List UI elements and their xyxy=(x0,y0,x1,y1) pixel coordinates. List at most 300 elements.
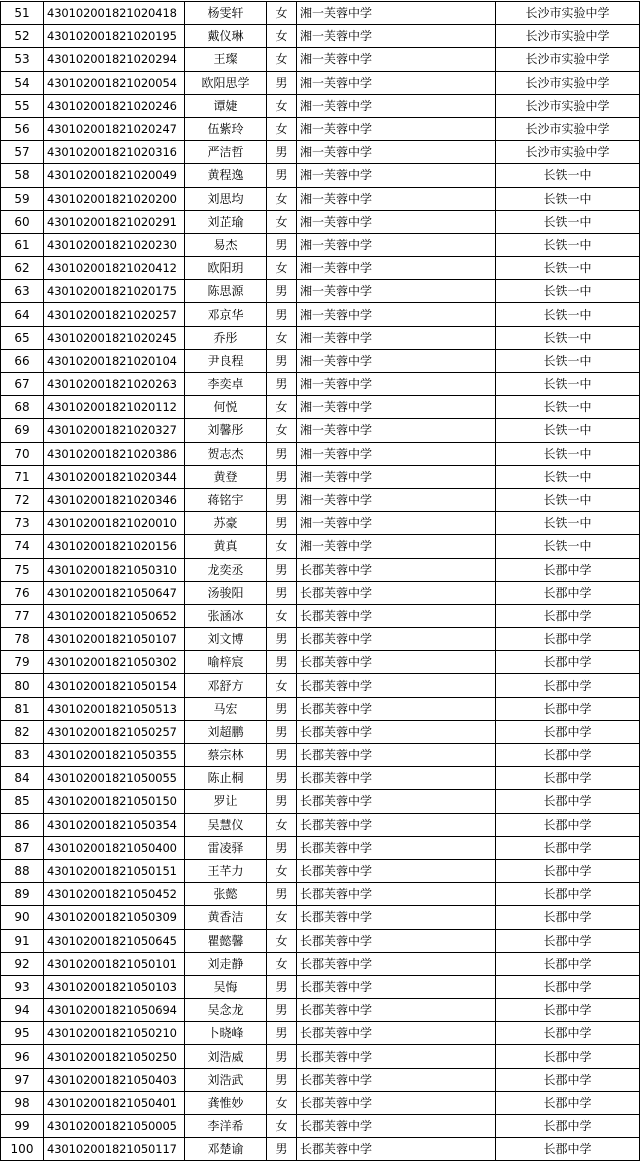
student-name: 吴悔 xyxy=(185,975,267,998)
student-name: 瞿懿馨 xyxy=(185,929,267,952)
student-id: 430102001821020156 xyxy=(44,535,185,558)
student-gender: 女 xyxy=(267,604,297,627)
table-row xyxy=(1,674,640,697)
student-id: 430102001821020418 xyxy=(44,2,185,25)
origin-school: 湘一芙蓉中学 xyxy=(297,419,496,442)
origin-school: 长郡芙蓉中学 xyxy=(297,1022,496,1045)
admitted-school: 长郡中学 xyxy=(496,697,640,720)
student-id: 430102001821050055 xyxy=(44,767,185,790)
student-id: 430102001821020175 xyxy=(44,280,185,303)
table-row xyxy=(1,720,640,743)
admitted-school: 长铁一中 xyxy=(496,280,640,303)
student-id: 430102001821020054 xyxy=(44,71,185,94)
student-id: 430102001821050151 xyxy=(44,859,185,882)
admitted-school: 长郡中学 xyxy=(496,651,640,674)
origin-school: 湘一芙蓉中学 xyxy=(297,164,496,187)
student-id: 430102001821020263 xyxy=(44,373,185,396)
row-number: 96 xyxy=(1,1045,44,1068)
row-number: 80 xyxy=(1,674,44,697)
row-number: 87 xyxy=(1,836,44,859)
table-row xyxy=(1,465,640,488)
table-row xyxy=(1,790,640,813)
student-name: 雷凌驿 xyxy=(185,836,267,859)
table-row xyxy=(1,975,640,998)
student-id: 430102001821020316 xyxy=(44,141,185,164)
row-number: 62 xyxy=(1,257,44,280)
student-admission-table xyxy=(0,1,640,1161)
student-name: 黄程逸 xyxy=(185,164,267,187)
table-row xyxy=(1,558,640,581)
admitted-school: 长郡中学 xyxy=(496,581,640,604)
student-gender: 男 xyxy=(267,836,297,859)
origin-school: 长郡芙蓉中学 xyxy=(297,1091,496,1114)
row-number: 92 xyxy=(1,952,44,975)
student-id: 430102001821050117 xyxy=(44,1138,185,1161)
row-number: 71 xyxy=(1,465,44,488)
admitted-school: 长郡中学 xyxy=(496,975,640,998)
student-gender: 女 xyxy=(267,535,297,558)
student-gender: 男 xyxy=(267,349,297,372)
student-gender: 女 xyxy=(267,1091,297,1114)
table-row xyxy=(1,999,640,1022)
admitted-school: 长郡中学 xyxy=(496,1045,640,1068)
origin-school: 湘一芙蓉中学 xyxy=(297,280,496,303)
row-number: 95 xyxy=(1,1022,44,1045)
table-row xyxy=(1,280,640,303)
student-name: 龙奕丞 xyxy=(185,558,267,581)
table-row xyxy=(1,535,640,558)
row-number: 76 xyxy=(1,581,44,604)
student-gender: 女 xyxy=(267,906,297,929)
student-id: 430102001821050250 xyxy=(44,1045,185,1068)
student-id: 430102001821020246 xyxy=(44,94,185,117)
row-number: 99 xyxy=(1,1115,44,1138)
origin-school: 长郡芙蓉中学 xyxy=(297,651,496,674)
student-name: 李洋希 xyxy=(185,1115,267,1138)
row-number: 100 xyxy=(1,1138,44,1161)
table-row xyxy=(1,94,640,117)
student-id: 430102001821050154 xyxy=(44,674,185,697)
student-gender: 男 xyxy=(267,233,297,256)
row-number: 90 xyxy=(1,906,44,929)
row-number: 69 xyxy=(1,419,44,442)
student-name: 刘思均 xyxy=(185,187,267,210)
admitted-school: 长郡中学 xyxy=(496,558,640,581)
table-row xyxy=(1,396,640,419)
admitted-school: 长铁一中 xyxy=(496,373,640,396)
table-row xyxy=(1,257,640,280)
student-id: 430102001821020346 xyxy=(44,488,185,511)
student-id: 430102001821020049 xyxy=(44,164,185,187)
student-id: 430102001821050101 xyxy=(44,952,185,975)
table-row xyxy=(1,628,640,651)
student-gender: 女 xyxy=(267,2,297,25)
student-gender: 男 xyxy=(267,280,297,303)
student-id: 430102001821020344 xyxy=(44,465,185,488)
row-number: 88 xyxy=(1,859,44,882)
admitted-school: 长沙市实验中学 xyxy=(496,48,640,71)
admitted-school: 长铁一中 xyxy=(496,187,640,210)
student-id: 430102001821050302 xyxy=(44,651,185,674)
admitted-school: 长郡中学 xyxy=(496,1068,640,1091)
student-name: 蔡宗林 xyxy=(185,744,267,767)
row-number: 54 xyxy=(1,71,44,94)
student-id: 430102001821020010 xyxy=(44,512,185,535)
student-gender: 男 xyxy=(267,303,297,326)
student-gender: 女 xyxy=(267,952,297,975)
student-name: 戴仪琳 xyxy=(185,25,267,48)
student-gender: 男 xyxy=(267,720,297,743)
admitted-school: 长郡中学 xyxy=(496,604,640,627)
admitted-school: 长郡中学 xyxy=(496,883,640,906)
table-row xyxy=(1,512,640,535)
row-number: 98 xyxy=(1,1091,44,1114)
origin-school: 湘一芙蓉中学 xyxy=(297,257,496,280)
admitted-school: 长郡中学 xyxy=(496,813,640,836)
student-name: 刘文博 xyxy=(185,628,267,651)
student-id: 430102001821020294 xyxy=(44,48,185,71)
admitted-school: 长郡中学 xyxy=(496,744,640,767)
student-gender: 女 xyxy=(267,1115,297,1138)
student-gender: 男 xyxy=(267,883,297,906)
admitted-school: 长铁一中 xyxy=(496,257,640,280)
student-name: 乔彤 xyxy=(185,326,267,349)
student-name: 罗让 xyxy=(185,790,267,813)
student-gender: 女 xyxy=(267,257,297,280)
student-id: 430102001821050103 xyxy=(44,975,185,998)
row-number: 79 xyxy=(1,651,44,674)
admitted-school: 长铁一中 xyxy=(496,349,640,372)
origin-school: 长郡芙蓉中学 xyxy=(297,1138,496,1161)
table-row xyxy=(1,581,640,604)
origin-school: 长郡芙蓉中学 xyxy=(297,1115,496,1138)
row-number: 89 xyxy=(1,883,44,906)
student-gender: 男 xyxy=(267,999,297,1022)
origin-school: 湘一芙蓉中学 xyxy=(297,512,496,535)
student-name: 吴慧仪 xyxy=(185,813,267,836)
row-number: 53 xyxy=(1,48,44,71)
student-id: 430102001821050150 xyxy=(44,790,185,813)
student-id: 430102001821050401 xyxy=(44,1091,185,1114)
student-name: 刘走静 xyxy=(185,952,267,975)
student-name: 刘浩威 xyxy=(185,1045,267,1068)
origin-school: 湘一芙蓉中学 xyxy=(297,2,496,25)
student-name: 苏豪 xyxy=(185,512,267,535)
student-name: 何悦 xyxy=(185,396,267,419)
student-gender: 男 xyxy=(267,164,297,187)
table-row xyxy=(1,187,640,210)
origin-school: 湘一芙蓉中学 xyxy=(297,326,496,349)
row-number: 57 xyxy=(1,141,44,164)
student-id: 430102001821020104 xyxy=(44,349,185,372)
origin-school: 长郡芙蓉中学 xyxy=(297,859,496,882)
row-number: 63 xyxy=(1,280,44,303)
student-id: 430102001821050400 xyxy=(44,836,185,859)
student-id: 430102001821050645 xyxy=(44,929,185,952)
origin-school: 湘一芙蓉中学 xyxy=(297,233,496,256)
student-gender: 男 xyxy=(267,790,297,813)
admitted-school: 长郡中学 xyxy=(496,790,640,813)
student-gender: 女 xyxy=(267,929,297,952)
student-gender: 男 xyxy=(267,71,297,94)
row-number: 72 xyxy=(1,488,44,511)
student-name: 陈止桐 xyxy=(185,767,267,790)
origin-school: 长郡芙蓉中学 xyxy=(297,975,496,998)
table-row xyxy=(1,604,640,627)
row-number: 59 xyxy=(1,187,44,210)
admitted-school: 长铁一中 xyxy=(496,164,640,187)
table-row xyxy=(1,813,640,836)
student-gender: 男 xyxy=(267,488,297,511)
student-gender: 男 xyxy=(267,1022,297,1045)
origin-school: 湘一芙蓉中学 xyxy=(297,396,496,419)
student-gender: 男 xyxy=(267,581,297,604)
student-id: 430102001821020112 xyxy=(44,396,185,419)
student-name: 贺志杰 xyxy=(185,442,267,465)
table-row xyxy=(1,233,640,256)
admitted-school: 长郡中学 xyxy=(496,836,640,859)
row-number: 67 xyxy=(1,373,44,396)
admitted-school: 长郡中学 xyxy=(496,1138,640,1161)
table-row xyxy=(1,952,640,975)
student-id: 430102001821050355 xyxy=(44,744,185,767)
student-name: 欧阳玥 xyxy=(185,257,267,280)
student-gender: 男 xyxy=(267,512,297,535)
student-id: 430102001821050107 xyxy=(44,628,185,651)
student-name: 王芊力 xyxy=(185,859,267,882)
origin-school: 湘一芙蓉中学 xyxy=(297,465,496,488)
table-body xyxy=(1,2,640,1161)
admitted-school: 长铁一中 xyxy=(496,233,640,256)
table-row xyxy=(1,697,640,720)
row-number: 93 xyxy=(1,975,44,998)
origin-school: 长郡芙蓉中学 xyxy=(297,929,496,952)
table-row xyxy=(1,488,640,511)
table-row xyxy=(1,210,640,233)
table-row xyxy=(1,164,640,187)
table-row xyxy=(1,906,640,929)
origin-school: 湘一芙蓉中学 xyxy=(297,141,496,164)
student-name: 汤骏阳 xyxy=(185,581,267,604)
table-row xyxy=(1,326,640,349)
student-gender: 男 xyxy=(267,373,297,396)
student-name: 刘芷瑜 xyxy=(185,210,267,233)
origin-school: 长郡芙蓉中学 xyxy=(297,836,496,859)
student-name: 严洁哲 xyxy=(185,141,267,164)
admitted-school: 长郡中学 xyxy=(496,1091,640,1114)
student-gender: 男 xyxy=(267,767,297,790)
student-name: 黄登 xyxy=(185,465,267,488)
origin-school: 湘一芙蓉中学 xyxy=(297,187,496,210)
student-id: 430102001821020200 xyxy=(44,187,185,210)
admitted-school: 长铁一中 xyxy=(496,326,640,349)
origin-school: 长郡芙蓉中学 xyxy=(297,1068,496,1091)
student-name: 伍紫玲 xyxy=(185,117,267,140)
row-number: 55 xyxy=(1,94,44,117)
origin-school: 湘一芙蓉中学 xyxy=(297,373,496,396)
admitted-school: 长郡中学 xyxy=(496,952,640,975)
origin-school: 湘一芙蓉中学 xyxy=(297,535,496,558)
student-gender: 女 xyxy=(267,396,297,419)
admitted-school: 长沙市实验中学 xyxy=(496,25,640,48)
student-id: 430102001821050513 xyxy=(44,697,185,720)
row-number: 91 xyxy=(1,929,44,952)
student-name: 张懿 xyxy=(185,883,267,906)
row-number: 56 xyxy=(1,117,44,140)
row-number: 73 xyxy=(1,512,44,535)
admitted-school: 长郡中学 xyxy=(496,1115,640,1138)
origin-school: 长郡芙蓉中学 xyxy=(297,999,496,1022)
table-row xyxy=(1,1115,640,1138)
student-gender: 男 xyxy=(267,1138,297,1161)
student-name: 邓舒方 xyxy=(185,674,267,697)
admitted-school: 长沙市实验中学 xyxy=(496,94,640,117)
table-row xyxy=(1,767,640,790)
student-name: 卜晓峰 xyxy=(185,1022,267,1045)
origin-school: 长郡芙蓉中学 xyxy=(297,697,496,720)
student-name: 龚惟妙 xyxy=(185,1091,267,1114)
student-gender: 男 xyxy=(267,697,297,720)
student-name: 易杰 xyxy=(185,233,267,256)
student-id: 430102001821050309 xyxy=(44,906,185,929)
student-id: 430102001821050354 xyxy=(44,813,185,836)
student-id: 430102001821050257 xyxy=(44,720,185,743)
student-name: 陈思源 xyxy=(185,280,267,303)
row-number: 52 xyxy=(1,25,44,48)
student-gender: 男 xyxy=(267,442,297,465)
admitted-school: 长铁一中 xyxy=(496,210,640,233)
student-id: 430102001821050005 xyxy=(44,1115,185,1138)
origin-school: 湘一芙蓉中学 xyxy=(297,488,496,511)
admitted-school: 长郡中学 xyxy=(496,767,640,790)
student-name: 马宏 xyxy=(185,697,267,720)
origin-school: 长郡芙蓉中学 xyxy=(297,558,496,581)
row-number: 64 xyxy=(1,303,44,326)
row-number: 83 xyxy=(1,744,44,767)
student-name: 蒋铭宇 xyxy=(185,488,267,511)
student-id: 430102001821050452 xyxy=(44,883,185,906)
student-name: 喻梓宸 xyxy=(185,651,267,674)
student-id: 430102001821050647 xyxy=(44,581,185,604)
origin-school: 湘一芙蓉中学 xyxy=(297,303,496,326)
admitted-school: 长郡中学 xyxy=(496,628,640,651)
table-row xyxy=(1,117,640,140)
student-id: 430102001821050310 xyxy=(44,558,185,581)
student-gender: 男 xyxy=(267,141,297,164)
student-name: 刘超鹏 xyxy=(185,720,267,743)
admitted-school: 长郡中学 xyxy=(496,674,640,697)
student-gender: 女 xyxy=(267,48,297,71)
admitted-school: 长沙市实验中学 xyxy=(496,117,640,140)
origin-school: 长郡芙蓉中学 xyxy=(297,628,496,651)
student-id: 430102001821020327 xyxy=(44,419,185,442)
table-row xyxy=(1,859,640,882)
student-name: 黄真 xyxy=(185,535,267,558)
row-number: 74 xyxy=(1,535,44,558)
student-name: 谭婕 xyxy=(185,94,267,117)
admitted-school: 长郡中学 xyxy=(496,929,640,952)
row-number: 58 xyxy=(1,164,44,187)
student-name: 尹良程 xyxy=(185,349,267,372)
origin-school: 长郡芙蓉中学 xyxy=(297,767,496,790)
student-name: 邓京华 xyxy=(185,303,267,326)
origin-school: 湘一芙蓉中学 xyxy=(297,48,496,71)
table-row xyxy=(1,1138,640,1161)
origin-school: 湘一芙蓉中学 xyxy=(297,442,496,465)
student-name: 邓楚谕 xyxy=(185,1138,267,1161)
student-gender: 女 xyxy=(267,210,297,233)
table-row xyxy=(1,141,640,164)
student-name: 李奕卓 xyxy=(185,373,267,396)
student-id: 430102001821020245 xyxy=(44,326,185,349)
table-row xyxy=(1,1091,640,1114)
table-row xyxy=(1,48,640,71)
origin-school: 长郡芙蓉中学 xyxy=(297,581,496,604)
student-gender: 男 xyxy=(267,558,297,581)
row-number: 77 xyxy=(1,604,44,627)
student-gender: 女 xyxy=(267,94,297,117)
table-row xyxy=(1,744,640,767)
student-id: 430102001821050694 xyxy=(44,999,185,1022)
student-name: 张涵冰 xyxy=(185,604,267,627)
row-number: 78 xyxy=(1,628,44,651)
student-gender: 女 xyxy=(267,419,297,442)
row-number: 68 xyxy=(1,396,44,419)
origin-school: 长郡芙蓉中学 xyxy=(297,674,496,697)
row-number: 85 xyxy=(1,790,44,813)
row-number: 84 xyxy=(1,767,44,790)
student-name: 吴念龙 xyxy=(185,999,267,1022)
origin-school: 长郡芙蓉中学 xyxy=(297,604,496,627)
student-gender: 女 xyxy=(267,25,297,48)
table-row xyxy=(1,883,640,906)
origin-school: 长郡芙蓉中学 xyxy=(297,1045,496,1068)
table-row xyxy=(1,303,640,326)
student-gender: 女 xyxy=(267,326,297,349)
admitted-school: 长铁一中 xyxy=(496,488,640,511)
table-row xyxy=(1,442,640,465)
row-number: 81 xyxy=(1,697,44,720)
admitted-school: 长铁一中 xyxy=(496,396,640,419)
table-row xyxy=(1,2,640,25)
row-number: 65 xyxy=(1,326,44,349)
student-name: 黄香洁 xyxy=(185,906,267,929)
student-gender: 男 xyxy=(267,651,297,674)
student-id: 430102001821050403 xyxy=(44,1068,185,1091)
row-number: 66 xyxy=(1,349,44,372)
student-id: 430102001821020230 xyxy=(44,233,185,256)
table-row xyxy=(1,929,640,952)
table-row xyxy=(1,651,640,674)
table-row xyxy=(1,1068,640,1091)
student-gender: 男 xyxy=(267,465,297,488)
admitted-school: 长铁一中 xyxy=(496,442,640,465)
row-number: 94 xyxy=(1,999,44,1022)
student-gender: 男 xyxy=(267,744,297,767)
student-id: 430102001821020291 xyxy=(44,210,185,233)
student-id: 430102001821050210 xyxy=(44,1022,185,1045)
table-row xyxy=(1,373,640,396)
admitted-school: 长沙市实验中学 xyxy=(496,71,640,94)
student-id: 430102001821020195 xyxy=(44,25,185,48)
student-gender: 男 xyxy=(267,1045,297,1068)
student-name: 欧阳思学 xyxy=(185,71,267,94)
table-row xyxy=(1,25,640,48)
row-number: 51 xyxy=(1,2,44,25)
admitted-school: 长沙市实验中学 xyxy=(496,141,640,164)
admitted-school: 长沙市实验中学 xyxy=(496,2,640,25)
table-row xyxy=(1,419,640,442)
